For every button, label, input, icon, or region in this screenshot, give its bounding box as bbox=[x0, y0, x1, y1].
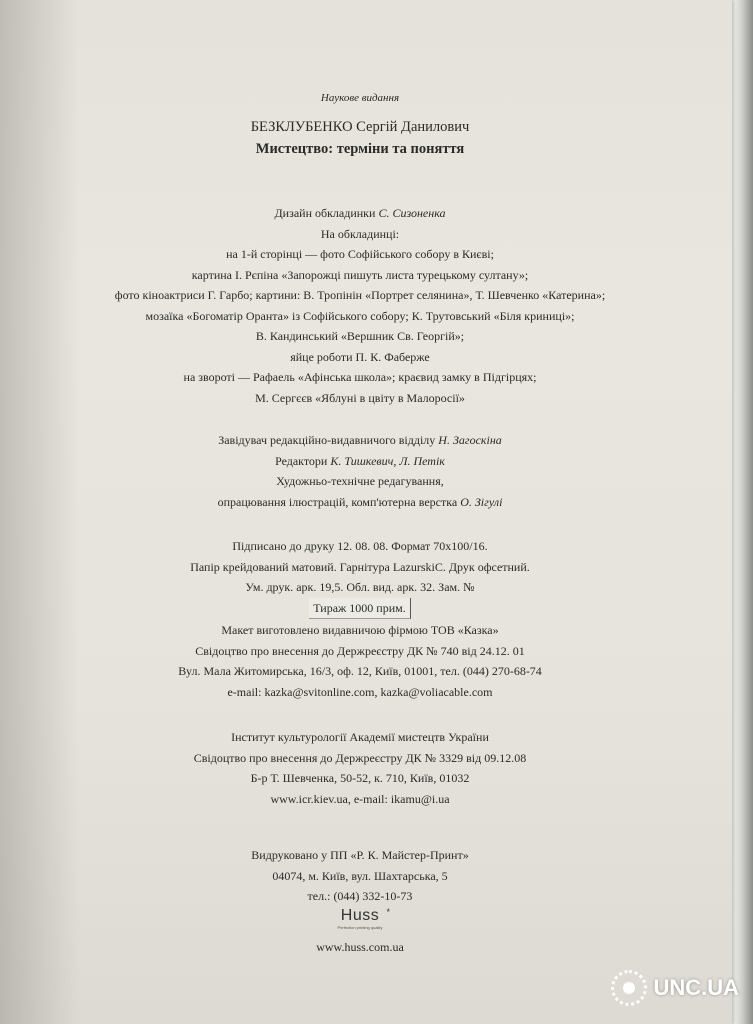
edition-type: Наукове видання bbox=[320, 92, 400, 104]
signed-line: Підписано до друку 12. 08. 08. Формат 70х100/16. bbox=[232, 539, 488, 553]
layout-name: О. Зігулі bbox=[460, 494, 503, 509]
credit-line: на звороті — Рафаель «Афінська школа»; краєвид замку в Підгірцях; bbox=[183, 370, 537, 384]
institute-web: www.icr.kiev.ua, e-mail: ikamu@i.ua bbox=[270, 791, 450, 806]
huss-logo-star: * bbox=[386, 906, 391, 917]
institute-line: Свідоцтво про внесення до Держреєстру ДК № 3329 від 09.12.08 bbox=[193, 750, 527, 765]
cover-design-label: Дизайн обкладинки bbox=[274, 206, 376, 220]
credits-block bbox=[60, 203, 660, 408]
print-run-stamp: Тираж 1000 прим. bbox=[309, 598, 411, 620]
credit-line: мозаїка «Богоматір Оранта» із Софійського собору; К. Трутовський «Біля криниці»; bbox=[145, 308, 575, 323]
cover-designer: С. Сизоненка bbox=[378, 206, 446, 220]
credit-line: На обкладинці: bbox=[320, 226, 400, 241]
credit-line: на 1-й сторінці — фото Софійського собору в Києві; bbox=[226, 247, 494, 261]
author-name: БЕЗКЛУБЕНКО Сергій Данилович bbox=[250, 119, 470, 135]
huss-logo bbox=[337, 906, 391, 930]
huss-logo-tagline: Perfection printing quality bbox=[337, 924, 383, 930]
institute-line: Інститут культурології Академії мистецтв України bbox=[231, 730, 489, 744]
publisher-email: e-mail: kazka@svitonline.com, kazka@voliacable.com bbox=[227, 684, 493, 699]
printer-phone: тел.: (044) 332-10-73 bbox=[307, 889, 413, 903]
editors-label: Редактори bbox=[275, 453, 328, 468]
title-block bbox=[60, 88, 660, 109]
institute-block bbox=[60, 727, 660, 809]
credit-line: яйце роботи П. К. Фаберже bbox=[290, 349, 430, 364]
credit-line: фото кіноактриси Г. Гарбо; картини: В. Тропінін «Портрет селянина», Т. Шевченко «Катерина»; bbox=[114, 288, 606, 302]
publisher-line: Свідоцтво про внесення до Держреєстру ДК № 740 від 24.12. 01 bbox=[195, 643, 525, 658]
book-title: Мистецтво: терміни та поняття bbox=[255, 141, 465, 157]
huss-logo-text: Huss bbox=[340, 906, 380, 924]
printer-line: 04074, м. Київ, вул. Шахтарська, 5 bbox=[272, 868, 448, 883]
huss-logo-row bbox=[60, 907, 660, 937]
department-head-line bbox=[60, 430, 660, 451]
editorial-block bbox=[60, 430, 660, 512]
unc-watermark bbox=[611, 970, 739, 1006]
cover-design-line bbox=[60, 203, 660, 224]
watermark-text: UNC.UA bbox=[653, 975, 739, 1000]
sun-icon bbox=[611, 970, 647, 1006]
department-head-label: Завідувач редакційно-видавничого відділу bbox=[218, 433, 436, 447]
layout-label: опрацювання ілюстрацій, комп'ютерна верстка bbox=[217, 494, 458, 509]
credit-line: картина І. Рєпіна «Запорожці пишуть листа турецькому султану»; bbox=[191, 267, 529, 282]
publisher-line: Вул. Мала Житомирська, 16/3, оф. 12, Київ, 01001, тел. (044) 270-68-74 bbox=[178, 664, 542, 678]
paper-line: Папір крейдований матовий. Гарнітура LazurskiC. Друк офсетний. bbox=[190, 559, 530, 574]
printer-line: Видруковано у ПП «Р. К. Майстер-Принт» bbox=[251, 848, 469, 862]
editors-line bbox=[60, 451, 660, 472]
publisher-line: Макет виготовлено видавничою фірмою ТОВ «Казка» bbox=[221, 623, 499, 637]
institute-line: Б-р Т. Шевченка, 50-52, к. 710, Київ, 01032 bbox=[250, 771, 470, 785]
layout-line bbox=[60, 492, 660, 513]
run-line bbox=[60, 598, 660, 620]
department-head-name: Н. Загоскіна bbox=[438, 433, 502, 447]
editors-names: К. Тишкевич, Л. Петік bbox=[330, 453, 445, 468]
printer-block bbox=[60, 845, 660, 957]
publisher-block bbox=[60, 620, 660, 702]
printer-website: www.huss.com.ua bbox=[316, 939, 404, 954]
credit-line: М. Сергєєв «Яблуні в цвіту в Малоросії» bbox=[255, 390, 465, 405]
author-block bbox=[60, 116, 660, 160]
credit-line: В. Кандинський «Вершник Св. Георгій»; bbox=[255, 329, 465, 343]
print-details-block bbox=[60, 536, 660, 619]
tech-edit-line: Художньо-технічне редагування, bbox=[276, 474, 444, 488]
page-stack-edge bbox=[729, 0, 753, 1024]
sheets-line: Ум. друк. арк. 19,5. Обл. вид. арк. 32. Зам. № bbox=[245, 580, 475, 594]
